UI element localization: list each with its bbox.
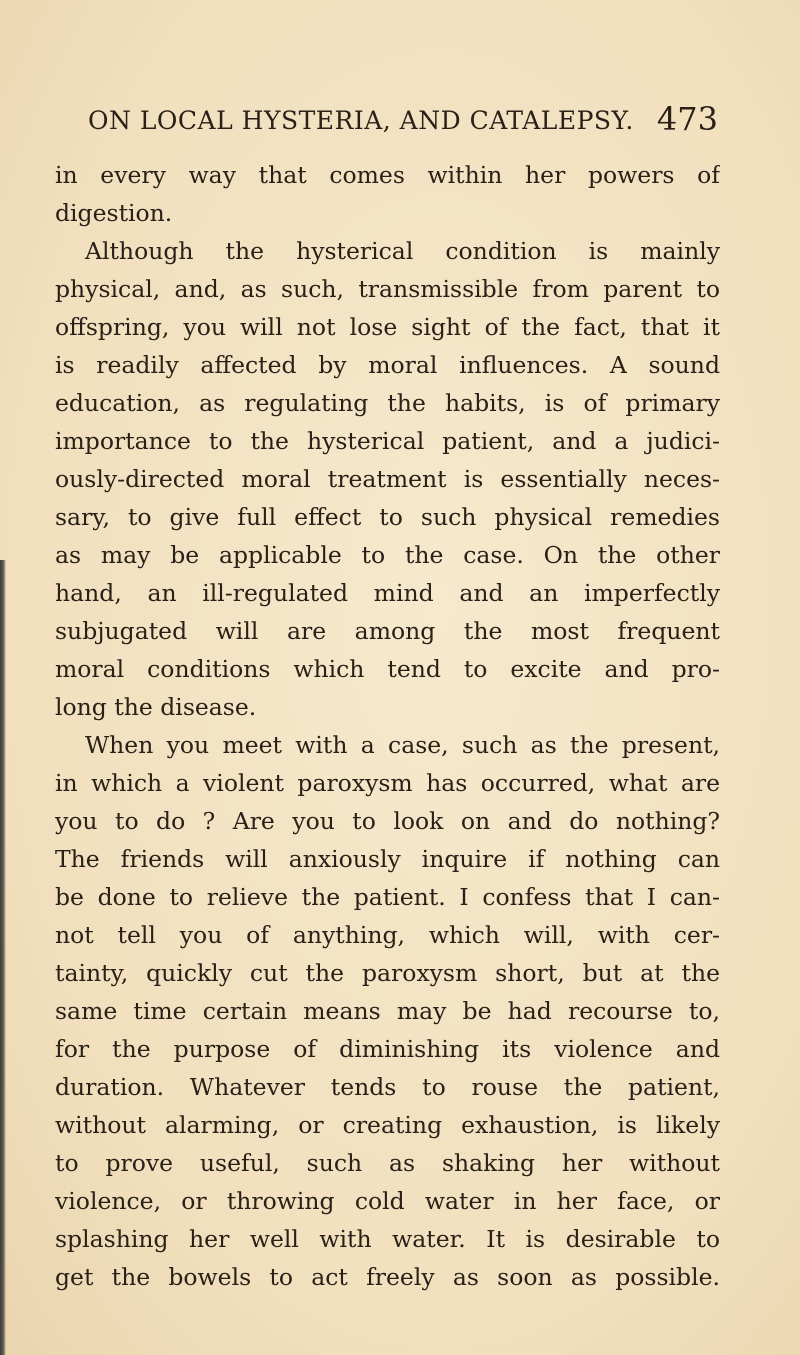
text-line: When you meet with a case, such as the present, bbox=[85, 731, 720, 759]
text-line: The friends will anxiously inquire if nothing can bbox=[55, 845, 720, 873]
text-line: moral conditions which tend to excite and pro- bbox=[55, 655, 720, 683]
text-line: in every way that comes within her powers of bbox=[55, 161, 720, 189]
running-head-title: ON LOCAL HYSTERIA, AND CATALEPSY. bbox=[88, 106, 634, 135]
text-line: to prove useful, such as shaking her without bbox=[55, 1149, 720, 1177]
page-number: 473 bbox=[656, 100, 718, 138]
text-line: get the bowels to act freely as soon as possible. bbox=[55, 1263, 720, 1291]
body-text bbox=[55, 156, 720, 1296]
text-line: long the disease. bbox=[55, 693, 257, 721]
text-line: same time certain means may be had recourse to, bbox=[55, 997, 720, 1025]
text-line: you to do ? Are you to look on and do nothing? bbox=[55, 807, 720, 835]
text-line: physical, and, as such, transmissible from parent to bbox=[55, 275, 720, 303]
running-head bbox=[88, 100, 718, 140]
page-edge-shadow bbox=[0, 560, 6, 1355]
text-line: in which a violent paroxysm has occurred, what are bbox=[55, 769, 720, 797]
text-line: education, as regulating the habits, is of primary bbox=[55, 389, 720, 417]
text-line: subjugated will are among the most frequent bbox=[55, 617, 720, 645]
text-line: is readily affected by moral influences. A sound bbox=[55, 351, 720, 379]
text-line: violence, or throwing cold water in her face, or bbox=[55, 1187, 720, 1215]
text-line: tainty, quickly cut the paroxysm short, but at the bbox=[55, 959, 720, 987]
text-line: importance to the hysterical patient, and a judici- bbox=[55, 427, 720, 455]
text-line: offspring, you will not lose sight of the fact, that it bbox=[55, 313, 720, 341]
text-line: as may be applicable to the case. On the other bbox=[55, 541, 720, 569]
text-line: splashing her well with water. It is desirable to bbox=[55, 1225, 720, 1253]
text-line: for the purpose of diminishing its violence and bbox=[55, 1035, 720, 1063]
text-line: hand, an ill-regulated mind and an imperfectly bbox=[55, 579, 720, 607]
text-line: Although the hysterical condition is mainly bbox=[85, 237, 720, 265]
text-line: be done to relieve the patient. I confess that I can- bbox=[55, 883, 720, 911]
text-line: without alarming, or creating exhaustion, is likely bbox=[55, 1111, 720, 1139]
text-line: duration. Whatever tends to rouse the patient, bbox=[55, 1073, 720, 1101]
text-line: not tell you of anything, which will, with cer- bbox=[55, 921, 720, 949]
text-line: ously-directed moral treatment is essentially neces- bbox=[55, 465, 720, 493]
text-line: digestion. bbox=[55, 199, 173, 227]
text-line: sary, to give full effect to such physical remedies bbox=[55, 503, 720, 531]
